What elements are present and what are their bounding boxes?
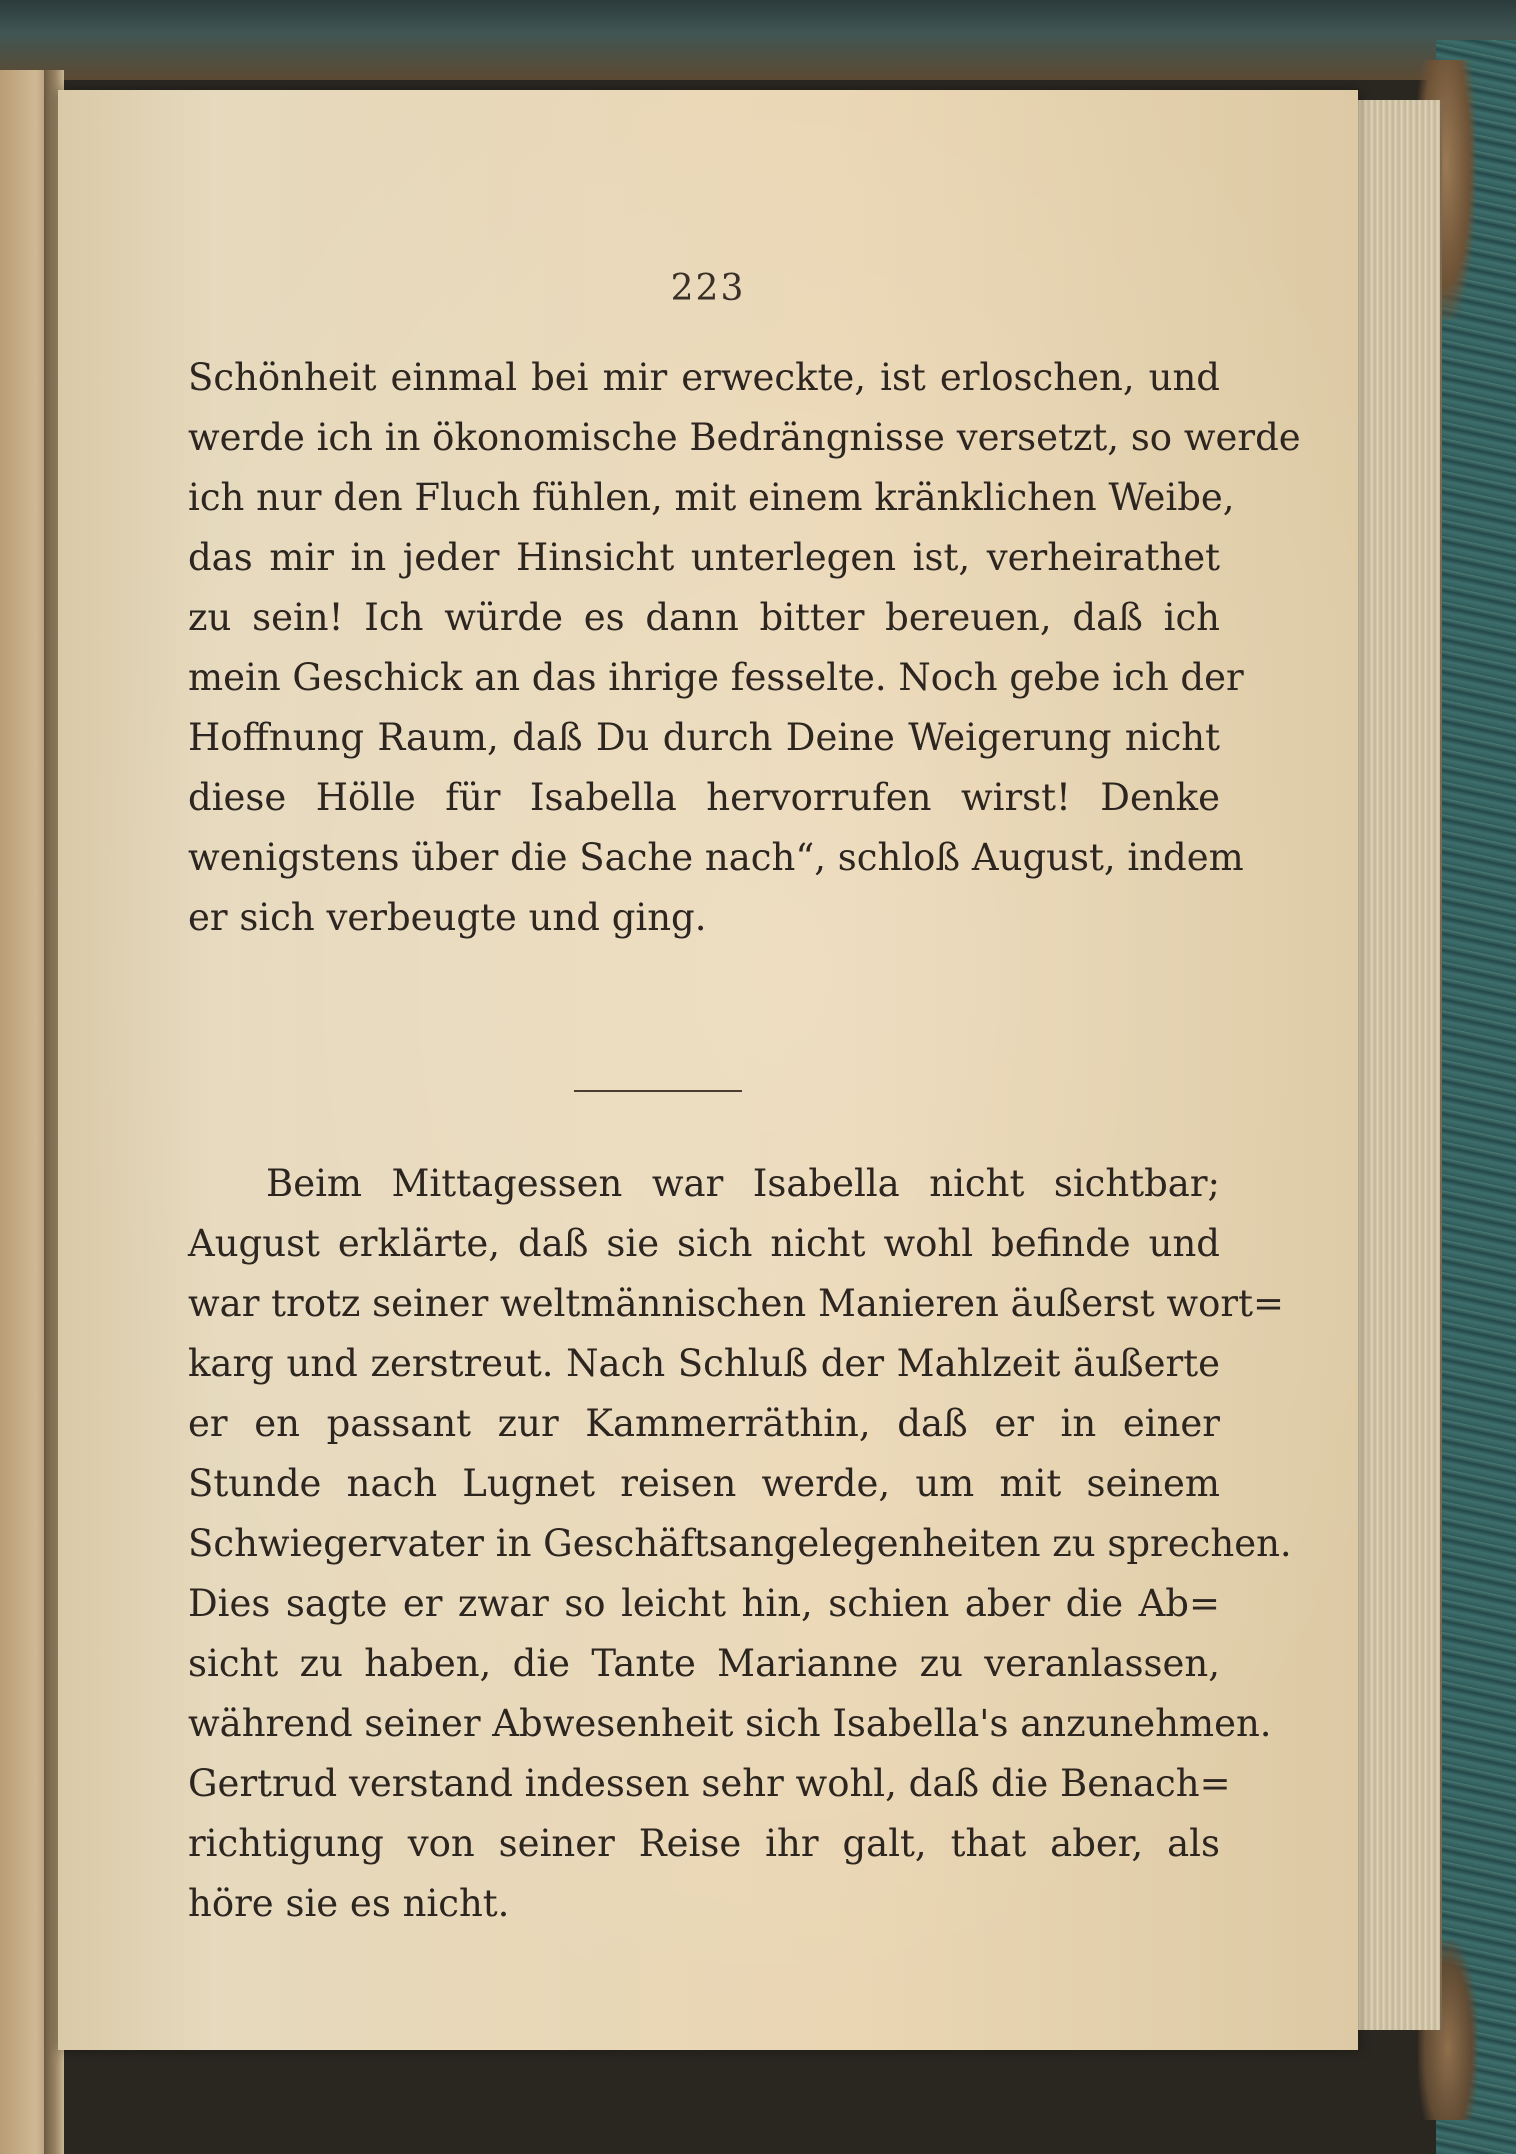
book-cover-spine (1436, 40, 1516, 2154)
text-line: Schwiegervater in Geschäftsangelegenheiten zu sprechen. (188, 1522, 1292, 1565)
text-line: werde ich in ökonomische Bedrängnisse versetzt, so werde (188, 416, 1301, 459)
text-line: Schönheit einmal bei mir erweckte, ist erloschen, und (188, 356, 1220, 399)
text-line: Beim Mittagessen war Isabella nicht sichtbar; (266, 1162, 1220, 1205)
text-line: mein Geschick an das ihrige fesselte. Noch gebe ich der (188, 656, 1244, 699)
book-cover-top (0, 0, 1516, 80)
text-line: wenigstens über die Sache nach“, schloß August, indem (188, 836, 1244, 879)
page-number: 223 (670, 268, 746, 309)
text-line: er sich verbeugte und ging. (188, 896, 707, 939)
text-line: Gertrud verstand indessen sehr wohl, daß die Benach= (188, 1762, 1231, 1805)
paragraph-1 (188, 348, 1301, 948)
text-line: Stunde nach Lugnet reisen werde, um mit seinem (188, 1462, 1220, 1505)
text-line: diese Hölle für Isabella hervorrufen wirst! Denke (188, 776, 1220, 819)
text-line: ich nur den Fluch fühlen, mit einem kränklichen Weibe, (188, 476, 1235, 519)
text-line: karg und zerstreut. Nach Schluß der Mahlzeit äußerte (188, 1342, 1220, 1385)
text-line: war trotz seiner weltmännischen Manieren äußerst wort= (188, 1282, 1284, 1325)
text-line: zu sein! Ich würde es dann bitter bereuen, daß ich (188, 596, 1220, 639)
text-line: August erklärte, daß sie sich nicht wohl befinde und (188, 1222, 1220, 1265)
section-divider (574, 1090, 742, 1092)
text-line: Hoffnung Raum, daß Du durch Deine Weigerung nicht (188, 716, 1220, 759)
text-line: das mir in jeder Hinsicht unterlegen ist, verheirathet (188, 536, 1220, 579)
text-line: höre sie es nicht. (188, 1882, 510, 1925)
page-stack-edges (1348, 100, 1442, 2030)
text-line: er en passant zur Kammerräthin, daß er in einer (188, 1402, 1220, 1445)
text-line: richtigung von seiner Reise ihr galt, that aber, als (188, 1822, 1220, 1865)
book-page (58, 90, 1358, 2050)
text-line: sicht zu haben, die Tante Marianne zu veranlassen, (188, 1642, 1220, 1685)
text-line: Dies sagte er zwar so leicht hin, schien aber die Ab= (188, 1582, 1220, 1625)
text-line: während seiner Abwesenheit sich Isabella's anzunehmen. (188, 1702, 1272, 1745)
paragraph-2 (188, 1154, 1292, 1934)
